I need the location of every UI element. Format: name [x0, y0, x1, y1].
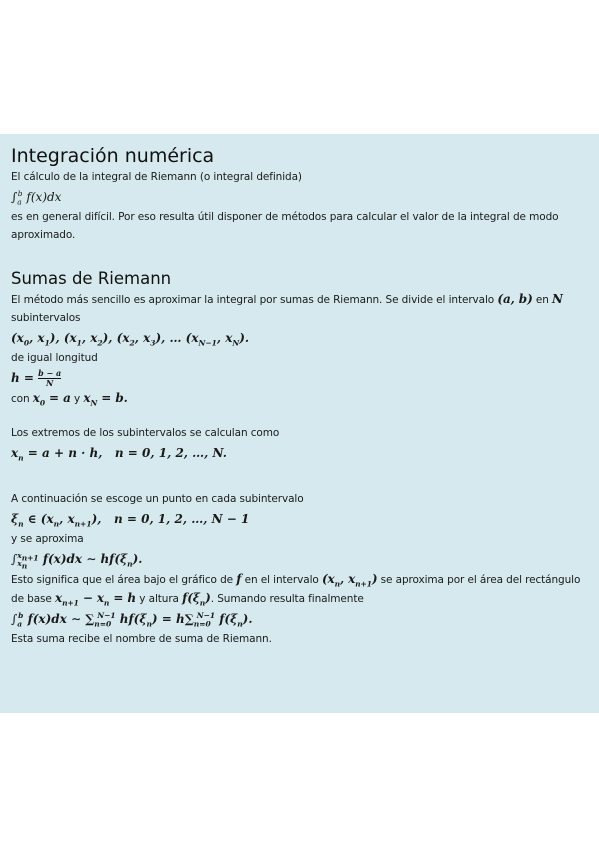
math-approx: $\int_{x_n}^{x_{n+1}}$ f(x)dx ∼ $hf(\xi_n)$.: [11, 551, 143, 571]
math-intervals: ($x_0$, $x_1$), ($x_1$, $x_2$), ($x_2$, $x_3$), … ($x_{N-1}$, $x_N$).: [11, 331, 250, 348]
math-sum: $\int_a^b$ f(x)dx ∼ $\sum_{n=0}^{N-1}$ $hf(\xi_n) = h\sum_{n=0}^{N-1}$ $f(\xi_n)$.: [11, 611, 253, 629]
paragraph: Esta suma recibe el nombre de suma de Riemann.: [11, 633, 272, 645]
paragraph: El cálculo de la integral de Riemann (o integral definida): [11, 171, 302, 183]
paragraph: Los extremos de los subintervalos se calculan como: [11, 427, 280, 439]
paragraph: A continuación se escoge un punto en cada subintervalo: [11, 493, 304, 505]
paragraph: con $x_0 = a$ y $x_N = b$.: [11, 391, 128, 408]
math-xi: $\xi_n$ ∈ ($x_n$, $x_{n+1}$), n = 0, 1, 2, …, N − 1: [11, 512, 250, 529]
section-title-sumas: Sumas de Riemann: [11, 269, 172, 288]
paragraph: El método más sencillo es aproximar la integral por sumas de Riemann. Se divide el intervalo (a, b) en N subintervalos: [11, 292, 563, 324]
math-integral: $\int_a^b$ f(x)dx: [11, 189, 62, 207]
paragraph: y se aproxima: [11, 533, 84, 545]
paragraph: es en general difícil. Por eso resulta útil disponer de métodos para calcular el valor de la integral de modo aproximado.: [11, 211, 559, 241]
math-xn: $x_n = a + n \cdot h$, n = 0, 1, 2, …, N.: [11, 446, 227, 463]
math-h: h = $\frac{b - a}{N}$: [11, 368, 62, 388]
content-panel: [0, 134, 599, 713]
paragraph: de igual longitud: [11, 352, 98, 364]
section-title-integracion: Integración numérica: [11, 145, 215, 167]
paragraph: Esto significa que el área bajo el gráfico de f en el intervalo ($x_n$, $x_{n+1}$) se aproxima por el área del rectángulo de base $x_{n+1} - x_n = h$ y altura $f(\xi_n)$. Sumando resulta finalmente: [11, 572, 581, 608]
